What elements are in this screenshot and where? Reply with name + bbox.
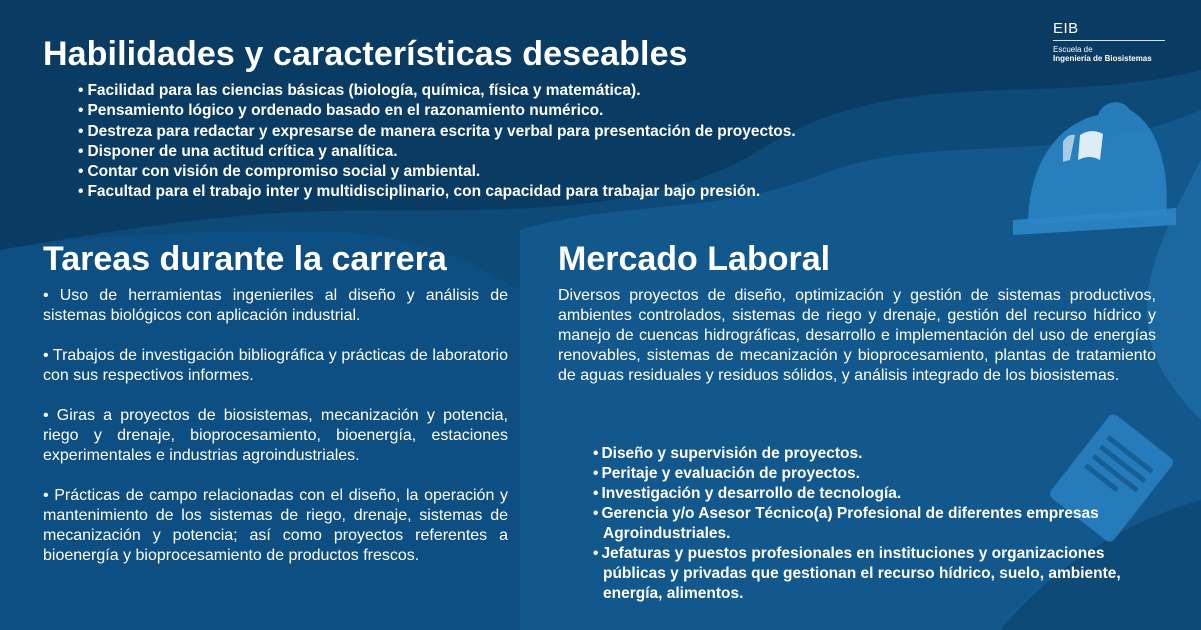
tasks-paragraph: • Uso de herramientas ingenieriles al diseño y análisis de sistemas biológicos con aplicación industrial.	[43, 287, 508, 324]
tasks-heading: Tareas durante la carrera	[43, 240, 447, 278]
skills-item: • Destreza para redactar y expresarse de manera escrita y verbal para presentación de proyectos.	[78, 122, 796, 142]
skills-item: • Contar con visión de compromiso social y ambiental.	[78, 162, 796, 182]
skills-item: • Facultad para el trabajo inter y multidisciplinario, con capacidad para trabajar bajo presión.	[78, 182, 796, 202]
market-list	[593, 444, 1153, 604]
skills-item: • Pensamiento lógico y ordenado basado en el razonamiento numérico.	[78, 101, 796, 121]
skills-item: • Disponer de una actitud crítica y analítica.	[78, 142, 796, 162]
skills-heading: Habilidades y características deseables	[43, 35, 688, 73]
tasks-section	[43, 286, 508, 586]
tasks-paragraph: • Trabajos de investigación bibliográfica y prácticas de laboratorio con sus respectivos informes.	[43, 347, 508, 384]
market-heading: Mercado Laboral	[558, 240, 831, 278]
market-item: • Investigación y desarrollo de tecnología.	[593, 484, 1153, 504]
market-item: • Diseño y supervisión de proyectos.	[593, 444, 1153, 464]
skills-list	[78, 81, 796, 203]
tasks-paragraph: • Giras a proyectos de biosistemas, mecanización y potencia, riego y drenaje, bioprocesamiento, bioenergía, estaciones experimentales e industrias agroindustriales.	[43, 407, 508, 464]
logo-title: EIB	[1053, 20, 1079, 37]
eib-logo	[1053, 20, 1165, 63]
logo-line1: Escuela de	[1053, 45, 1093, 54]
tasks-paragraph: • Prácticas de campo relacionadas con el diseño, la operación y mantenimiento de los sistemas de riego, drenaje, sistemas de mecanización y potencia; así como proyectos referentes a bioenergía y bioprocesamiento de productos frescos.	[43, 487, 508, 564]
market-item: • Gerencia y/o Asesor Técnico(a) Profesional de diferentes empresas Agroindustriales.	[593, 504, 1153, 544]
skills-item: • Facilidad para las ciencias básicas (biología, química, física y matemática).	[78, 81, 796, 101]
hard-hat-icon	[1008, 90, 1178, 240]
market-item: • Jefaturas y puestos profesionales en instituciones y organizaciones públicas y privadas que gestionan el recurso hídrico, suelo, ambiente, energía, alimentos.	[593, 544, 1153, 604]
logo-line2: Ingeniería de Biosistemas	[1053, 54, 1152, 63]
market-item: • Peritaje y evaluación de proyectos.	[593, 464, 1153, 484]
logo-divider	[1053, 40, 1165, 41]
market-intro: Diversos proyectos de diseño, optimización y gestión de sistemas productivos, ambientes controlados, sistemas de riego y drenaje, gestión del recurso hídrico y manejo de cuencas hidrográficas, desarrollo e implementación del uso de energías renovables, sistemas de mecanización y bioprocesamiento, plantas de tratamiento de aguas residuales y residuos sólidos, y análisis integrado de los biosistemas.	[558, 287, 1156, 384]
